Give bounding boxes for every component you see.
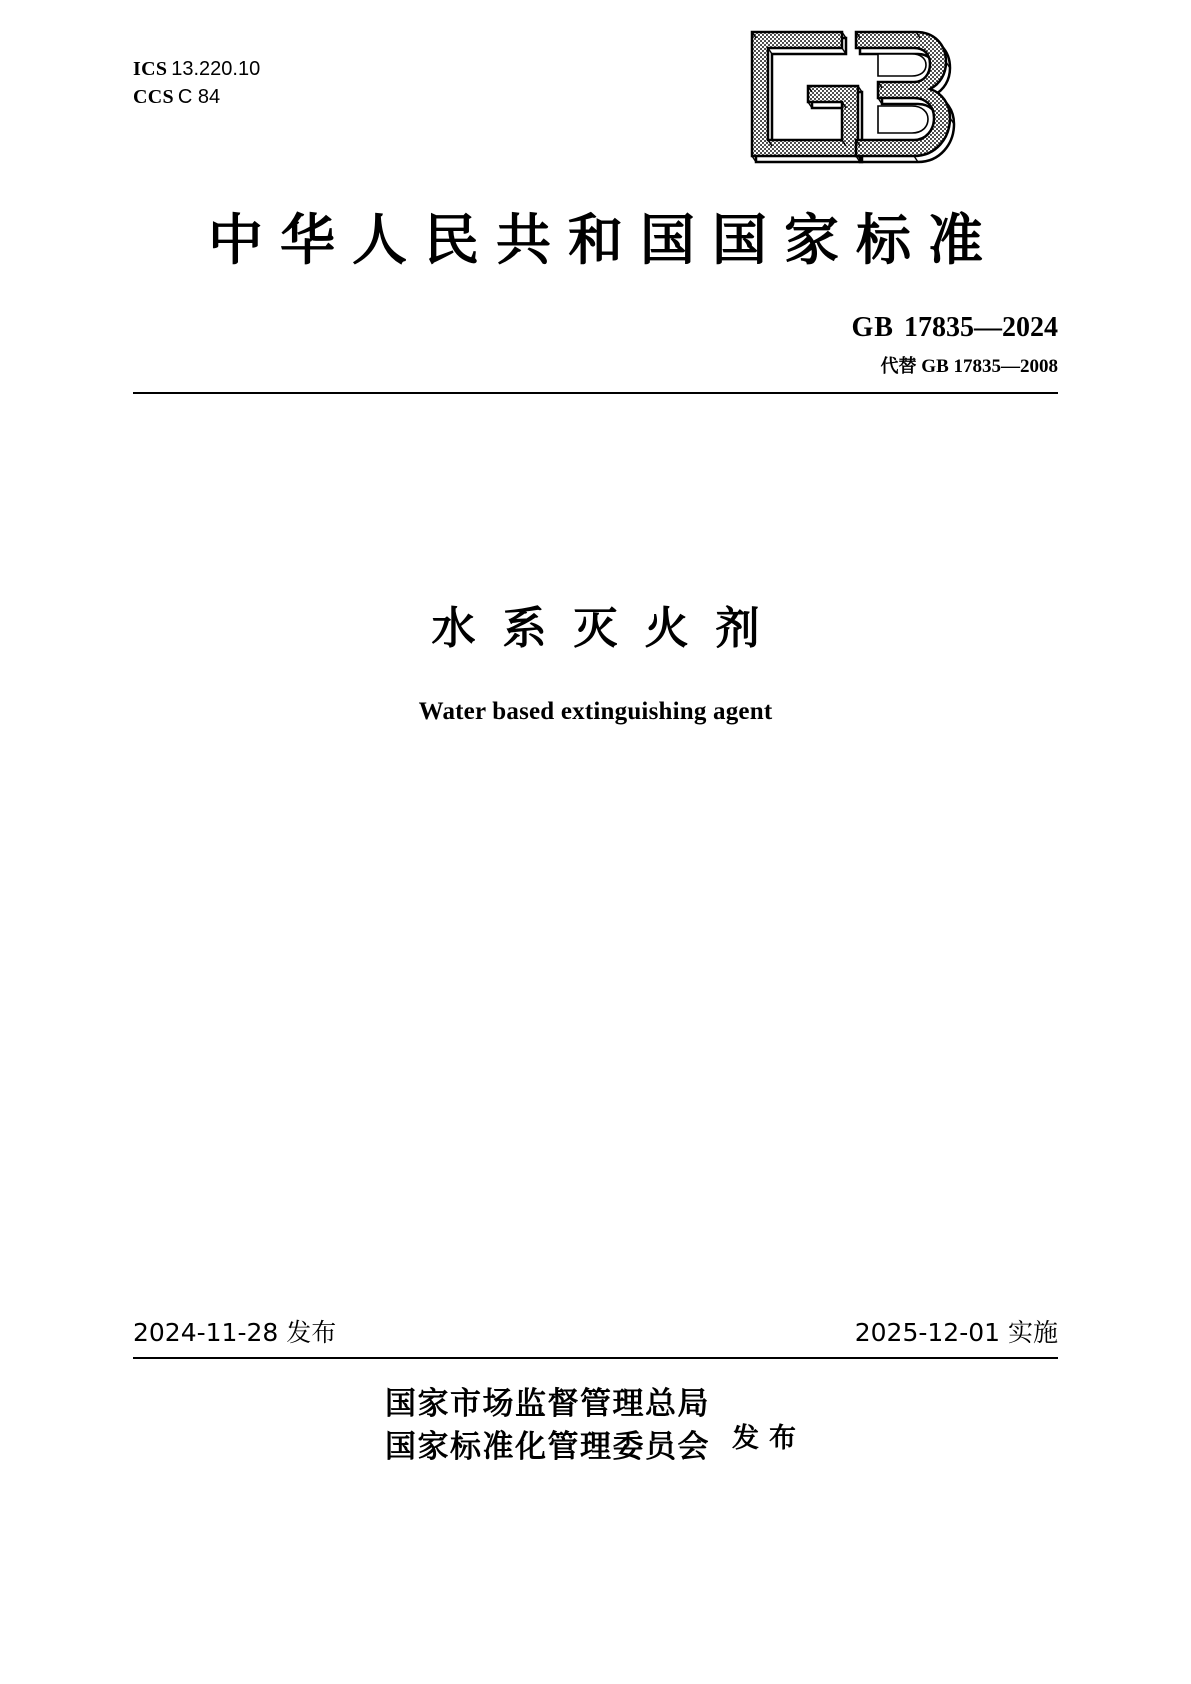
publisher-line-1: 国家市场监督管理总局 <box>385 1386 710 1422</box>
publisher-verb: 发布 <box>732 1423 806 1455</box>
classification-codes <box>133 55 260 112</box>
document-title-chinese: 水系灭火剂 <box>431 603 787 654</box>
implementation-date: 2025-12-01 实施 <box>854 1318 1058 1347</box>
replaces-org: GB <box>921 356 949 377</box>
gb-emblem-icon <box>742 30 967 170</box>
standard-number-block <box>852 312 1058 378</box>
publisher-line-2: 国家标准化管理委员会 <box>385 1428 710 1465</box>
replaces-code: 17835—2008 <box>953 356 1058 377</box>
footer-divider <box>133 1357 1058 1359</box>
ccs-line <box>133 83 260 111</box>
standard-replaces <box>852 352 1058 378</box>
ccs-label: CCS <box>133 86 174 109</box>
standard-code: 17835—2024 <box>904 312 1058 343</box>
ics-label: ICS <box>133 58 168 80</box>
ccs-value: C 84 <box>177 86 221 109</box>
document-title-english: Water based extinguishing agent <box>418 698 773 725</box>
publisher-names <box>385 1383 710 1469</box>
ics-value: 13.220.10 <box>171 58 261 80</box>
replaces-label: 代替 <box>880 356 917 377</box>
header-divider <box>133 392 1058 394</box>
standard-org: GB <box>851 312 894 343</box>
ics-line <box>133 55 260 83</box>
publisher-block <box>0 1383 1191 1469</box>
national-standard-title: 中华人民共和国国家标准 <box>207 207 1000 272</box>
issue-date: 2024-11-28 发布 <box>133 1318 337 1347</box>
standard-number <box>852 312 1058 344</box>
